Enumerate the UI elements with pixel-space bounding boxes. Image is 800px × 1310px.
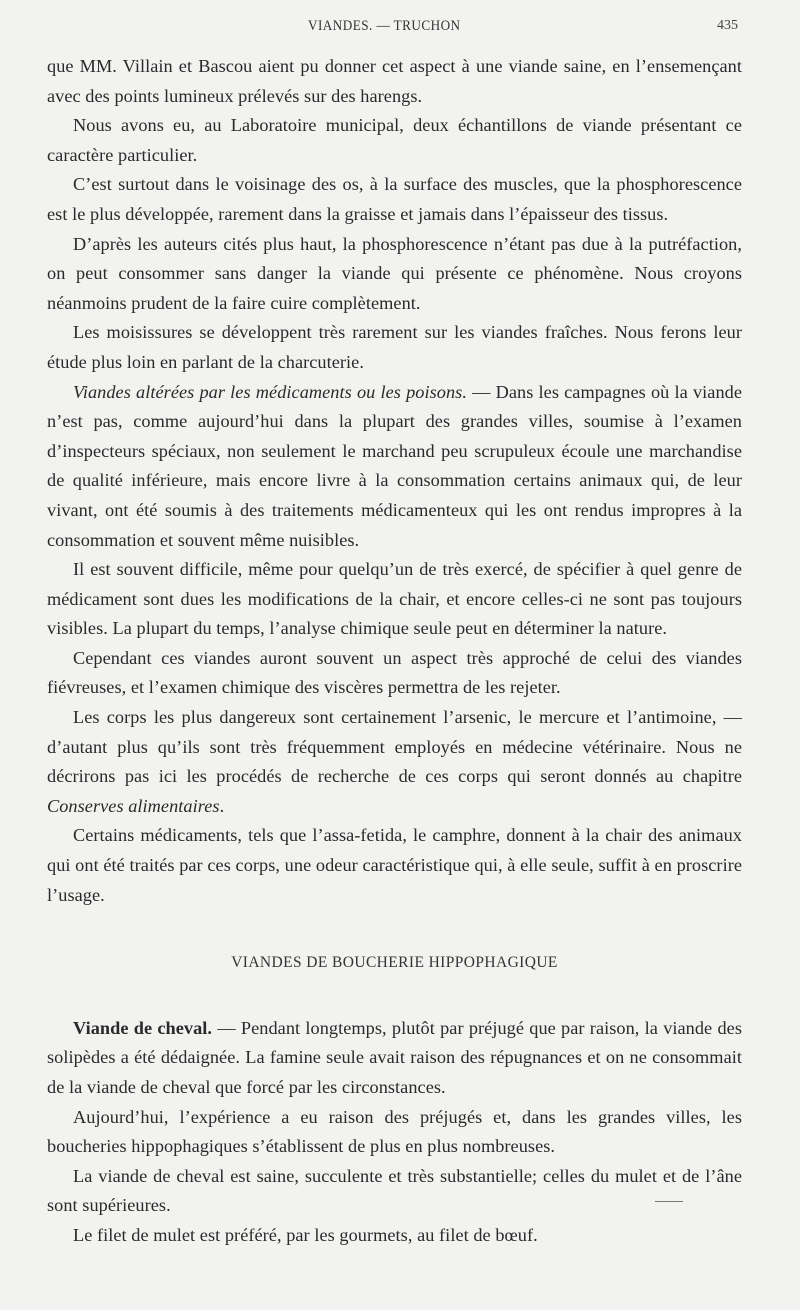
paragraph-text: — Dans les campagnes où la viande n’est pas, comme aujourd’hui dans la plupart des grandes villes, soumise à l’examen d’inspecteurs spéciaux, non seulement le marchand peu scrupuleux écoule une marchandise de qualité inférieure, mais encore livre à la consommation certains animaux qui, de leur vivant, ont été soumis à des traitements médicamenteux qui les ont rendus impropres à la consommation et souvent même nuisibles. (47, 381, 742, 550)
paragraph: La viande de cheval est saine, succulente et très substantielle; celles du mulet et de l’âne sont supérieures. (47, 1165, 742, 1216)
paragraph (47, 1014, 742, 1103)
end-rule (655, 1201, 683, 1202)
running-title: VIANDES. — TRUCHON (308, 18, 461, 34)
paragraph: Le filet de mulet est préféré, par les gourmets, au filet de bœuf. (73, 1224, 538, 1245)
section-heading: VIANDES DE BOUCHERIE HIPPOPHAGIQUE (231, 954, 558, 972)
page-number: 435 (717, 18, 738, 33)
paragraph: que MM. Villain et Bascou aient pu donner cet aspect à une viande saine, en l’ensemençant avec des points lumineux prélevés sur des harengs. (47, 56, 742, 106)
paragraph: D’après les auteurs cités plus haut, la phosphorescence n’étant pas due à la putréfaction, on peut consommer sans danger la viande qui présente ce phénomène. Nous croyons néanmoins prudent de la faire cuire complètement. (47, 233, 742, 313)
paragraph: Cependant ces viandes auront souvent un aspect très approché de celui des viandes fiévreuses, et l’examen chimique des viscères permettra de les rejeter. (47, 647, 742, 698)
paragraph: C’est surtout dans le voisinage des os, à la surface des muscles, que la phosphorescence est le plus développée, rarement dans la graisse et jamais dans l’épaisseur des tissus. (47, 174, 742, 224)
paragraph: Aujourd’hui, l’expérience a eu raison des préjugés et, dans les grandes villes, les boucheries hippophagiques s’établissent de plus en plus nombreuses. (47, 1106, 742, 1157)
paragraph: Il est souvent difficile, même pour quelqu’un de très exercé, de spécifier à quel genre de médicament sont dues les modifications de la chair, et encore celles-ci ne sont pas toujours visibles. La plupart du temps, l’analyse chimique seule peut en déterminer la nature. (47, 559, 742, 639)
bold-subheading: Viande de cheval. (73, 1017, 213, 1038)
paragraph: Certains médicaments, tels que l’assa-fetida, le camphre, donnent à la chair des animaux qui ont été traités par ces corps, une odeur caractéristique qui, à elle seule, suffit à en proscrire l’usage. (47, 825, 742, 905)
body-text (47, 52, 742, 1251)
running-head (0, 18, 800, 42)
paragraph-text: . (219, 795, 225, 816)
italic-subheading: Viandes altérées par les médicaments ou les poisons. (73, 381, 467, 402)
paragraph-text: — Pendant longtemps, plutôt par préjugé que par raison, la viande des solipèdes a été dédaignée. La famine seule avait raison des répugnances et on ne consommait de la viande de cheval que forcé par les circonstances. (47, 1017, 742, 1097)
paragraph: Nous avons eu, au Laboratoire municipal, deux échantillons de viande présentant ce caractère particulier. (47, 115, 742, 165)
chapter-reference: Conserves alimentaires (47, 795, 220, 816)
paragraph (47, 703, 742, 821)
paragraph: Les moisissures se développent très rarement sur les viandes fraîches. Nous ferons leur étude plus loin en parlant de la charcuterie. (47, 322, 742, 372)
paragraph (47, 378, 742, 556)
paragraph-text: Les corps les plus dangereux sont certainement l’arsenic, le mercure et l’antimoine, — d’autant plus qu’ils sont très fréquemment employés en médecine vétérinaire. Nous ne décrirons pas ici les procédés de recherche de ces corps qui seront donnés au chapitre (47, 707, 742, 787)
